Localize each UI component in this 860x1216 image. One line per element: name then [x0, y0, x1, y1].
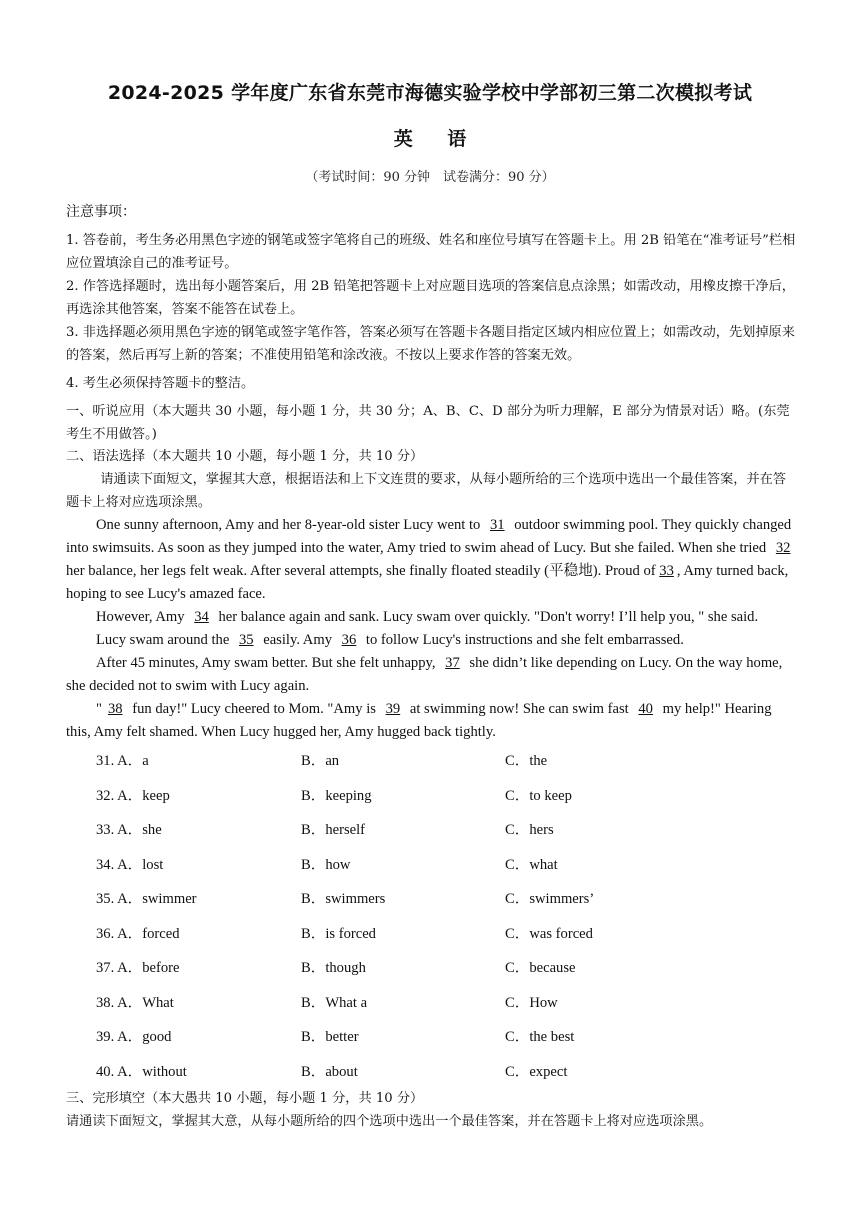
question-number: 32. A．	[96, 787, 143, 804]
section-grammar-instruction: 请通读下面短文，掌握其大意，根据语法和上下文连贯的要求，从每小题所给的三个选项中选出一个最佳答案，并在答题卡上将对应选项涂黑。	[66, 472, 787, 510]
option-c: C．because	[505, 960, 576, 976]
notice-item: 4. 考生必须保持答题卡的整洁。	[66, 376, 255, 391]
section-cloze-heading: 三、完形填空（本大愚共 10 小题，每小题 1 分，共 10 分）	[66, 1091, 424, 1106]
passage-text: her balance, her legs felt weak. After several attempts, she finally floated steadily (平稳地). Proud of	[66, 563, 660, 579]
option-a-text: forced	[142, 925, 180, 942]
passage-paragraph	[66, 514, 798, 606]
option-c: C．the best	[505, 1029, 575, 1045]
question-options	[96, 818, 796, 853]
option-c: C．How	[505, 994, 558, 1011]
question-number: 39. A．	[96, 1029, 143, 1045]
option-c: C．expect	[505, 1063, 568, 1080]
question-options	[96, 784, 796, 819]
question-number: 31. A．	[96, 753, 143, 769]
question-options	[96, 1025, 796, 1060]
passage-text: After 45 minutes, Amy swam better. But she felt unhappy,	[96, 655, 440, 671]
passage-text: However, Amy	[96, 609, 189, 625]
question-options	[96, 991, 796, 1026]
subject-title: 英 语	[393, 128, 481, 150]
question-options	[96, 853, 796, 888]
option-a-text: What	[142, 994, 174, 1011]
exam-info: （考试时间：90 分钟 试卷满分：90 分）	[305, 170, 555, 185]
option-c: C．the	[505, 753, 548, 769]
option-a	[96, 749, 149, 770]
blank-40: 40	[638, 701, 653, 717]
option-b: B．though	[301, 960, 366, 976]
passage-text: my help!" Hearing this, Amy felt shamed. When Lucy hugged her, Amy hugged back tightly.	[66, 701, 772, 740]
passage-text: One sunny afternoon, Amy and her 8-year-old sister Lucy went to	[96, 517, 484, 533]
question-number: 33. A．	[96, 822, 143, 838]
passage-text: Lucy swam around the	[96, 632, 233, 648]
question-options	[96, 749, 796, 784]
option-a-text: keep	[142, 787, 170, 804]
blank-34: 34	[194, 609, 209, 625]
option-b: B．herself	[301, 822, 366, 838]
option-a-text: lost	[142, 856, 164, 873]
blank-37: 37	[445, 655, 460, 671]
passage-paragraph	[66, 652, 798, 698]
notice-item: 3. 非选择题必须用黑色字迹的钢笔或签字笔作答，答案必须写在答题卡各题目指定区域内相应位置上；如需改动，先划掉原来的答案，然后再写上新的答案；不准使用铅笔和涂改液。不按以上要求作答的答案无效。	[66, 325, 795, 363]
blank-35: 35	[238, 632, 254, 648]
option-a	[96, 922, 180, 943]
notice-item: 2. 作答选择题时，选出每小题答案后，用 2B 铅笔把答题卡上对应题目选项的答案信息点涂黑；如需改动，用橡皮擦干净后，再选涂其他答案，答案不能答在试卷上。	[66, 279, 795, 317]
passage-text: outdoor swimming pool. They quickly changed into swimsuits. As soon as they jumped into the water, Amy tried to swim ahead of Lucy. But she failed. When she tried	[66, 517, 792, 556]
option-a-text: before	[142, 960, 180, 976]
passage-text: fun day!" Lucy cheered to Mom. "Amy is	[128, 701, 380, 717]
passage-paragraph	[66, 698, 798, 744]
section-listening	[66, 400, 796, 446]
option-a	[96, 1025, 171, 1046]
option-a	[96, 818, 162, 839]
option-b: B．swimmers	[301, 891, 386, 907]
notice-item: 1. 答卷前，考生务必用黑色字迹的钢笔或签字笔将自己的班级、姓名和座位号填写在答题卡上。用 2B 铅笔在“准考证号”栏相应位置填涂自己的准考证号。	[66, 233, 796, 271]
option-a	[96, 853, 163, 874]
blank-36: 36	[341, 632, 357, 648]
passage-text: easily. Amy	[259, 632, 336, 648]
option-b: B．keeping	[301, 787, 372, 804]
option-b: B．about	[301, 1063, 358, 1080]
passage-paragraph	[66, 629, 798, 652]
question-number: 38. A．	[96, 994, 143, 1011]
blank-38: 38	[107, 701, 123, 717]
section-grammar-heading: 二、语法选择（本大题共 10 小题，每小题 1 分，共 10 分）	[66, 449, 424, 464]
option-a	[96, 1060, 187, 1081]
option-a	[96, 956, 180, 977]
option-a	[96, 887, 197, 908]
blank-31: 31	[489, 517, 505, 533]
passage-text: to follow Lucy's instructions and she felt embarrassed.	[362, 632, 684, 648]
option-a-text: without	[142, 1063, 187, 1080]
question-options	[96, 922, 796, 957]
passage-text: her balance again and sank. Lucy swam over quickly. "Don't worry! I’ll help you, " she said.	[214, 609, 759, 625]
blank-33: 33	[659, 563, 674, 579]
question-number: 34. A．	[96, 856, 143, 873]
notice-heading: 注意事项：	[66, 204, 136, 220]
section-cloze	[66, 1087, 806, 1133]
question-number: 36. A．	[96, 925, 143, 942]
option-c: C．was forced	[505, 925, 593, 942]
option-b: B．What a	[301, 994, 368, 1011]
section-listening-text: 一、听说应用（本大题共 30 小题，每小题 1 分，共 30 分；A、B、C、D 部分为听力理解，E 部分为情景对话）略。(东莞考生不用做答。)	[66, 404, 790, 442]
question-options	[96, 956, 796, 991]
grammar-passage	[66, 514, 798, 744]
passage-text: she didn’t like depending on Lucy. On the way home, she decided not to swim with Lucy again.	[66, 655, 783, 694]
question-options	[96, 887, 796, 922]
exam-title: 2024-2025 学年度广东省东莞市海德实验学校中学部初三第二次模拟考试	[107, 82, 753, 104]
blank-32: 32	[775, 540, 791, 556]
passage-text: at swimming now! She can swim fast	[406, 701, 633, 717]
question-number: 35. A．	[96, 891, 143, 907]
section-cloze-instruction: 请通读下面短文，掌握其大意，从每小题所给的四个选项中选出一个最佳答案，并在答题卡上将对应选项涂黑。	[66, 1114, 713, 1129]
option-b: B．how	[301, 856, 351, 873]
option-a	[96, 991, 174, 1012]
option-b: B．better	[301, 1029, 359, 1045]
option-a-text: she	[142, 822, 162, 838]
option-b: B．an	[301, 753, 340, 769]
section-grammar	[66, 445, 796, 514]
option-a-text: good	[142, 1029, 172, 1045]
passage-text: "	[96, 701, 102, 717]
option-c: C．to keep	[505, 787, 572, 804]
option-a-text: swimmer	[142, 891, 197, 907]
passage-text: , Amy turned back, hoping to see Lucy's amazed face.	[66, 563, 789, 602]
blank-39: 39	[385, 701, 401, 717]
notice-list	[66, 229, 796, 395]
question-number: 40. A．	[96, 1063, 143, 1080]
option-b: B．is forced	[301, 925, 376, 942]
question-number: 37. A．	[96, 960, 143, 976]
option-a	[96, 784, 170, 805]
option-c: C．swimmers’	[505, 891, 595, 907]
passage-paragraph	[66, 606, 798, 629]
option-c: C．hers	[505, 822, 554, 838]
answer-options	[96, 749, 796, 1094]
option-c: C．what	[505, 856, 558, 873]
option-a-text: a	[142, 753, 149, 769]
